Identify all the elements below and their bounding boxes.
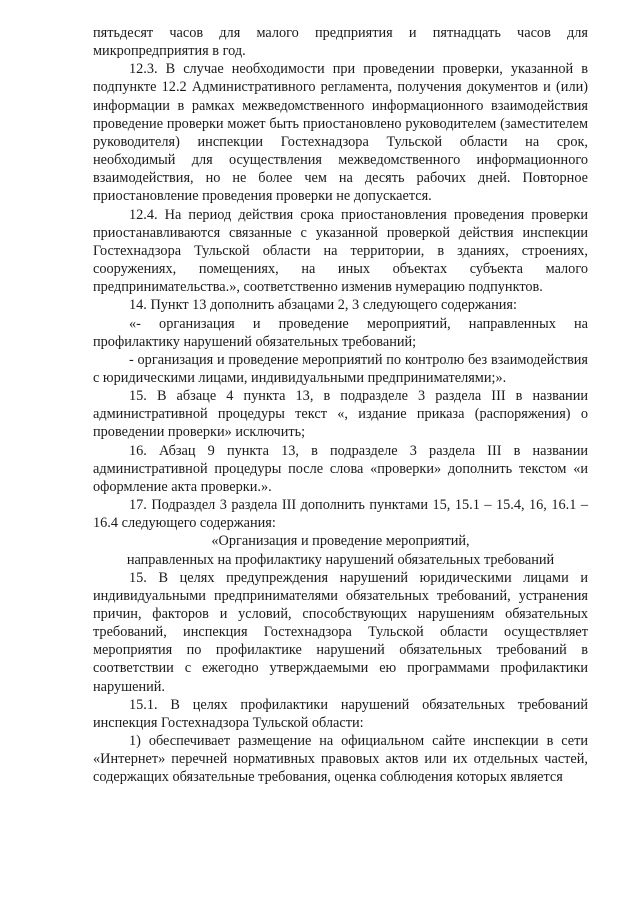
paragraph-15: 15. В абзаце 4 пункта 13, в подразделе 3 раздела III в названии административной процедуры текст «, издание приказа (распоряжения) о проведении проверки» исключить; [93,388,588,441]
paragraph-new-15: 15. В целях предупреждения нарушений юридическими лицами и индивидуальными предпринимателями обязательных требований, устранения причин, факторов и условий, способствующих нарушениям обязательных требований, инспекция Гостехнадзора Тульской области осуществляет мероприятия по профилактике нарушений обязательных требований в соответствии с ежегодно утверждаемыми ею программами профилактики нарушений. [93,569,588,695]
paragraph-continuation: пятьдесят часов для малого предприятия и пятнадцать часов для микропредприятия в год. [93,25,588,60]
paragraph-16: 16. Абзац 9 пункта 13, в подразделе 3 раздела III в названии административной процедуры после слова «проверки» дополнить текстом «и оформление акта проверки.». [93,442,588,495]
paragraph-12-3: 12.3. В случае необходимости при проведении проверки, указанной в подпункте 12.2 Административного регламента, получения документов и (или) информации в рамках межведомственного информационного взаимодействия проведение проверки может быть приостановлено руководителем (заместителем руководителя) инспекции Гостехнадзора Тульской области на срок, необходимый для осуществления межведомственного информационного взаимодействия, но не более чем на десять рабочих дней. Повторное приостановление проведения проверки не допускается. [93,61,588,205]
paragraph-17: 17. Подраздел 3 раздела III дополнить пунктами 15, 15.1 – 15.4, 16, 16.1 – 16.4 следующего содержания: [93,497,588,532]
paragraph-14-item-1: «- организация и проведение мероприятий, направленных на профилактику нарушений обязательных требований; [93,315,588,350]
paragraph-12-4: 12.4. На период действия срока приостановления проведения проверки приостанавливаются связанные с указанной проверкой действия инспекции Гостехнадзора Тульской области на территории, в зданиях, строениях, сооружениях, помещениях, на иных объектах субъекта малого предпринимательства.», соответственно изменив нумерацию подпунктов. [93,206,588,296]
paragraph-new-15-1: 15.1. В целях профилактики нарушений обязательных требований инспекция Гостехнадзора Тульской области: [93,696,588,731]
document-page [93,24,588,787]
paragraph-14: 14. Пункт 13 дополнить абзацами 2, 3 следующего содержания: [129,297,517,314]
paragraph-14-item-2: - организация и проведение мероприятий по контролю без взаимодействия с юридическими лицами, индивидуальными предпринимателями;». [93,351,588,386]
section-heading-line-2: направленных на профилактику нарушений обязательных требований [126,551,555,568]
paragraph-new-15-1-item-1: 1) обеспечивает размещение на официальном сайте инспекции в сети «Интернет» перечней нормативных правовых актов или их отдельных частей, содержащих обязательные требования, оценка соблюдения которых является [93,733,588,786]
section-heading-line-1: «Организация и проведение мероприятий, [211,533,470,550]
